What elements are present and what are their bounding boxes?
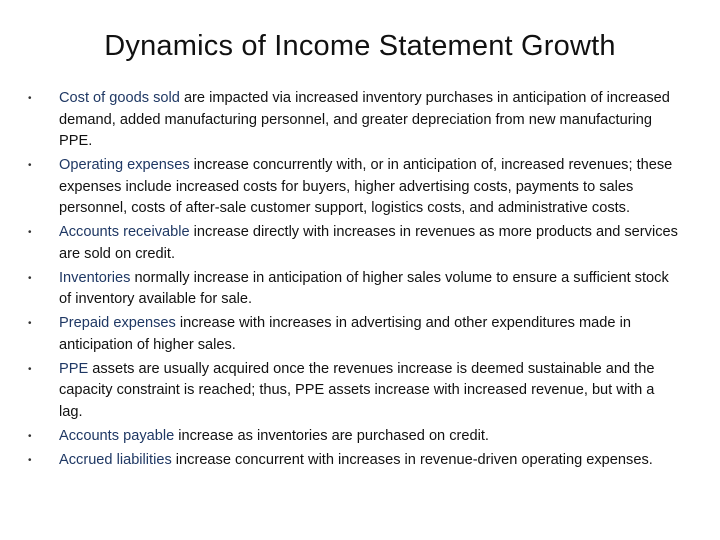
bullet-term: Accounts receivable [59,224,190,241]
bullet-term: Cost of goods sold [59,90,180,106]
bullet-term: Accounts payable [59,427,175,444]
bullet-icon: • [28,160,32,172]
bullet-text: are impacted via increased inventory purchases in anticipation of increased demand, added manufacturing personnel, and greater depreciation from new manufacturing PPE. [59,90,670,150]
bullet-item [28,450,678,472]
bullet-text: increase concurrent with increases in revenue-driven operating expenses. [171,451,653,468]
bullet-text: increase directly with increases in revenues as more products and services are sold on credit. [59,224,678,262]
bullet-item [28,426,678,448]
bullet-item [28,222,678,265]
bullet-term: Inventories [59,269,131,286]
bullet-term: PPE [59,360,89,377]
bullet-icon: • [28,430,32,442]
bullet-text: increase concurrently with, or in anticipation of, increased revenues; these expenses include increased costs for buyers, higher advertising costs, payments to sales personnel, costs of after-sale customer support, logistics costs, and administrative costs. [59,157,673,217]
bullet-text: assets are usually acquired once the revenues increase is deemed sustainable and the capacity constraint is reached; thus, PPE assets increase with increased revenue, but with a lag. [59,360,655,420]
bullet-item [28,88,678,153]
bullet-item [28,268,678,311]
bullet-list [28,88,678,473]
bullet-item [28,155,678,220]
bullet-icon: • [28,272,32,284]
bullet-icon: • [28,227,32,239]
bullet-term: Prepaid expenses [59,315,176,332]
bullet-term: Operating expenses [59,157,190,174]
bullet-item [28,359,678,424]
bullet-icon: • [28,93,32,104]
bullet-icon: • [28,363,32,375]
slide-title: Dynamics of Income Statement Growth [104,30,616,62]
bullet-icon: • [28,318,32,330]
bullet-icon: • [28,454,32,466]
bullet-text: increase as inventories are purchased on credit. [174,427,489,444]
bullet-text: normally increase in anticipation of higher sales volume to ensure a sufficient stock of inventory available for sale. [59,269,669,308]
bullet-text: increase with increases in advertising and other expenditures made in anticipation of higher sales. [59,315,631,353]
bullet-item [28,313,678,356]
bullet-term: Accrued liabilities [59,451,172,468]
